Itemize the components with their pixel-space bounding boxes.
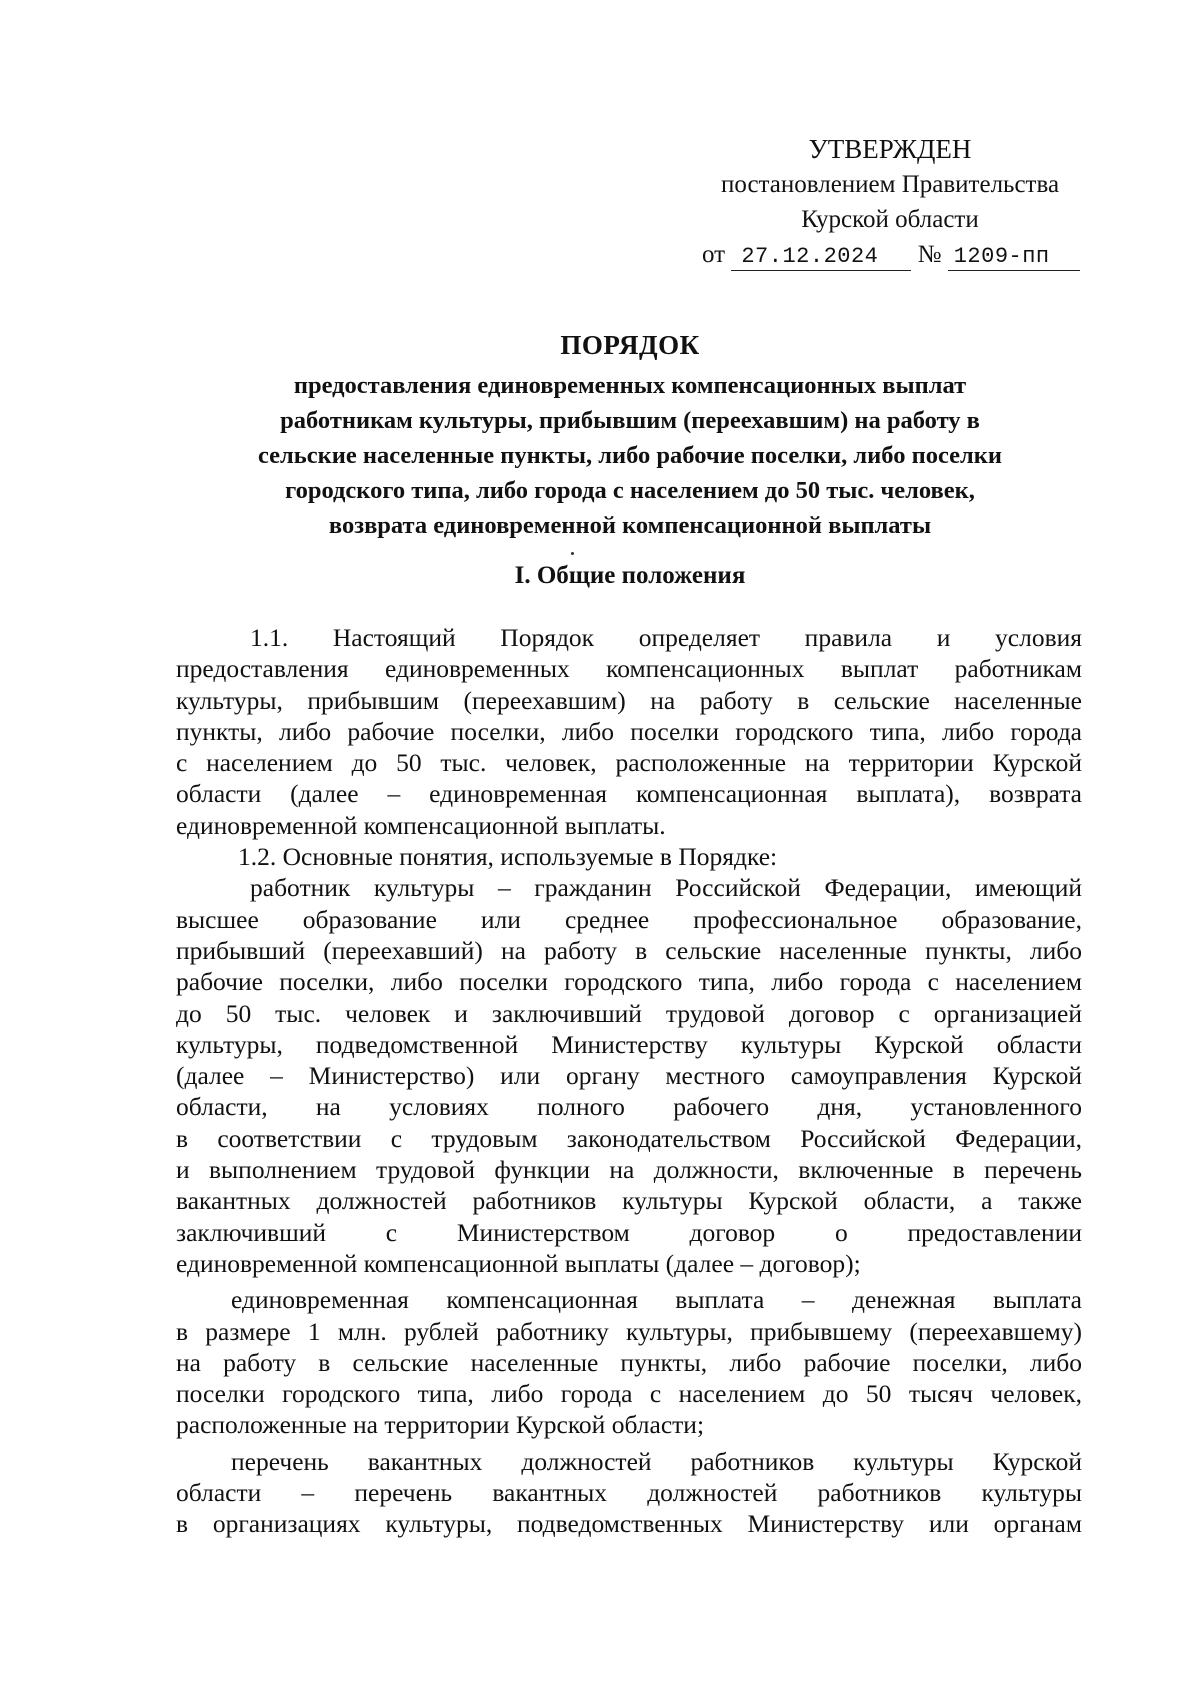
text-line: единовременная компенсационная выплата – денежная выплата [231,1285,1082,1315]
subtitle-line: возврата единовременной компенсационной выплаты [328,512,932,539]
approval-line-2: Курской области [801,206,979,233]
text-line: (далее – Министерство) или органу местного самоуправления Курской [176,1061,1082,1091]
approval-block [690,132,1090,272]
scan-speck [571,552,574,555]
definition-vacancy-list [176,1446,1082,1540]
approval-date-number [690,237,1090,272]
text-line: единовременной компенсационной выплаты (далее – договор); [176,1248,861,1278]
text-line: работник культуры – гражданин Российской Федерации, имеющий [250,873,1082,903]
text-line: 1.1. Настоящий Порядок определяет правила и условия [250,623,1082,652]
section-heading: I. Общие положения [514,562,746,589]
subtitle-line: сельские населенные пункты, либо рабочие поселки, либо поселки [258,442,1002,469]
text-line: заключивший с Министерством договор о предоставлении [176,1217,1082,1247]
text-line: в размере 1 млн. рублей работнику культуры, прибывшему (переехавшему) [176,1316,1082,1346]
text-line: высшее образование или среднее профессиональное образование, [176,904,1082,934]
document-subtitle [180,368,1080,543]
text-line: поселки городского типа, либо города с населением до 50 тысяч человек, [176,1379,1082,1409]
date-prefix: от [702,241,726,268]
paragraph-1-1 [176,622,1082,841]
text-line: до 50 тыс. человек и заключивший трудовой договор с организацией [176,998,1082,1028]
definition-culture-worker [176,872,1082,1279]
text-line: области – перечень вакантных должностей работников культуры [176,1478,1082,1508]
text-line: расположенные на территории Курской области; [176,1410,705,1440]
text-line: предоставления единовременных компенсационных выплат работникам [176,654,1082,684]
text-line: рабочие поселки, либо поселки городского типа, либо города с населением [176,967,1082,997]
approval-stamp: УТВЕРЖДЕН [808,134,972,164]
text-line: 1.2. Основные понятия, используемые в Порядке: [238,842,778,872]
text-line: пункты, либо рабочие поселки, либо поселки городского типа, либо города [176,716,1082,746]
approval-number: 1209-пп [948,244,1080,271]
text-line: прибывший (переехавший) на работу в сельские населенные пункты, либо [176,935,1082,965]
text-line: с населением до 50 тыс. человек, расположенные на территории Курской [176,748,1082,778]
text-line: и выполнением трудовой функции на должности, включенные в перечень [176,1155,1082,1185]
subtitle-line: работникам культуры, прибывшим (переехавшим) на работу в [280,407,980,434]
subtitle-line: предоставления единовременных компенсационных выплат [293,372,967,399]
definition-compensation-payment [176,1284,1082,1440]
text-line: в соответствии с трудовым законодательством Российской Федерации, [176,1123,1082,1153]
document-body [176,622,1082,1540]
text-line: на работу в сельские населенные пункты, либо рабочие поселки, либо [176,1347,1082,1377]
text-line: в организациях культуры, подведомственных Министерству или органам [176,1509,1082,1539]
text-line: вакантных должностей работников культуры Курской области, а также [176,1186,1082,1216]
document-title: ПОРЯДОК [560,330,700,360]
paragraph-1-2 [176,841,1082,872]
approval-line-1: постановлением Правительства [720,171,1060,198]
text-line: единовременной компенсационной выплаты. [176,810,666,840]
text-line: области, на условиях полного рабочего дня, установленного [176,1092,1082,1122]
text-line: культуры, подведомственной Министерству культуры Курской области [176,1029,1082,1059]
text-line: культуры, прибывшим (переехавшим) на работу в сельские населенные [176,685,1082,715]
approval-date: 27.12.2024 [731,244,911,271]
text-line: перечень вакантных должностей работников культуры Курской [231,1446,1082,1476]
subtitle-line: городского типа, либо города с населением до 50 тыс. человек, [285,477,975,504]
text-line: области (далее – единовременная компенсационная выплата), возврата [176,779,1082,809]
number-prefix: № [917,241,942,268]
